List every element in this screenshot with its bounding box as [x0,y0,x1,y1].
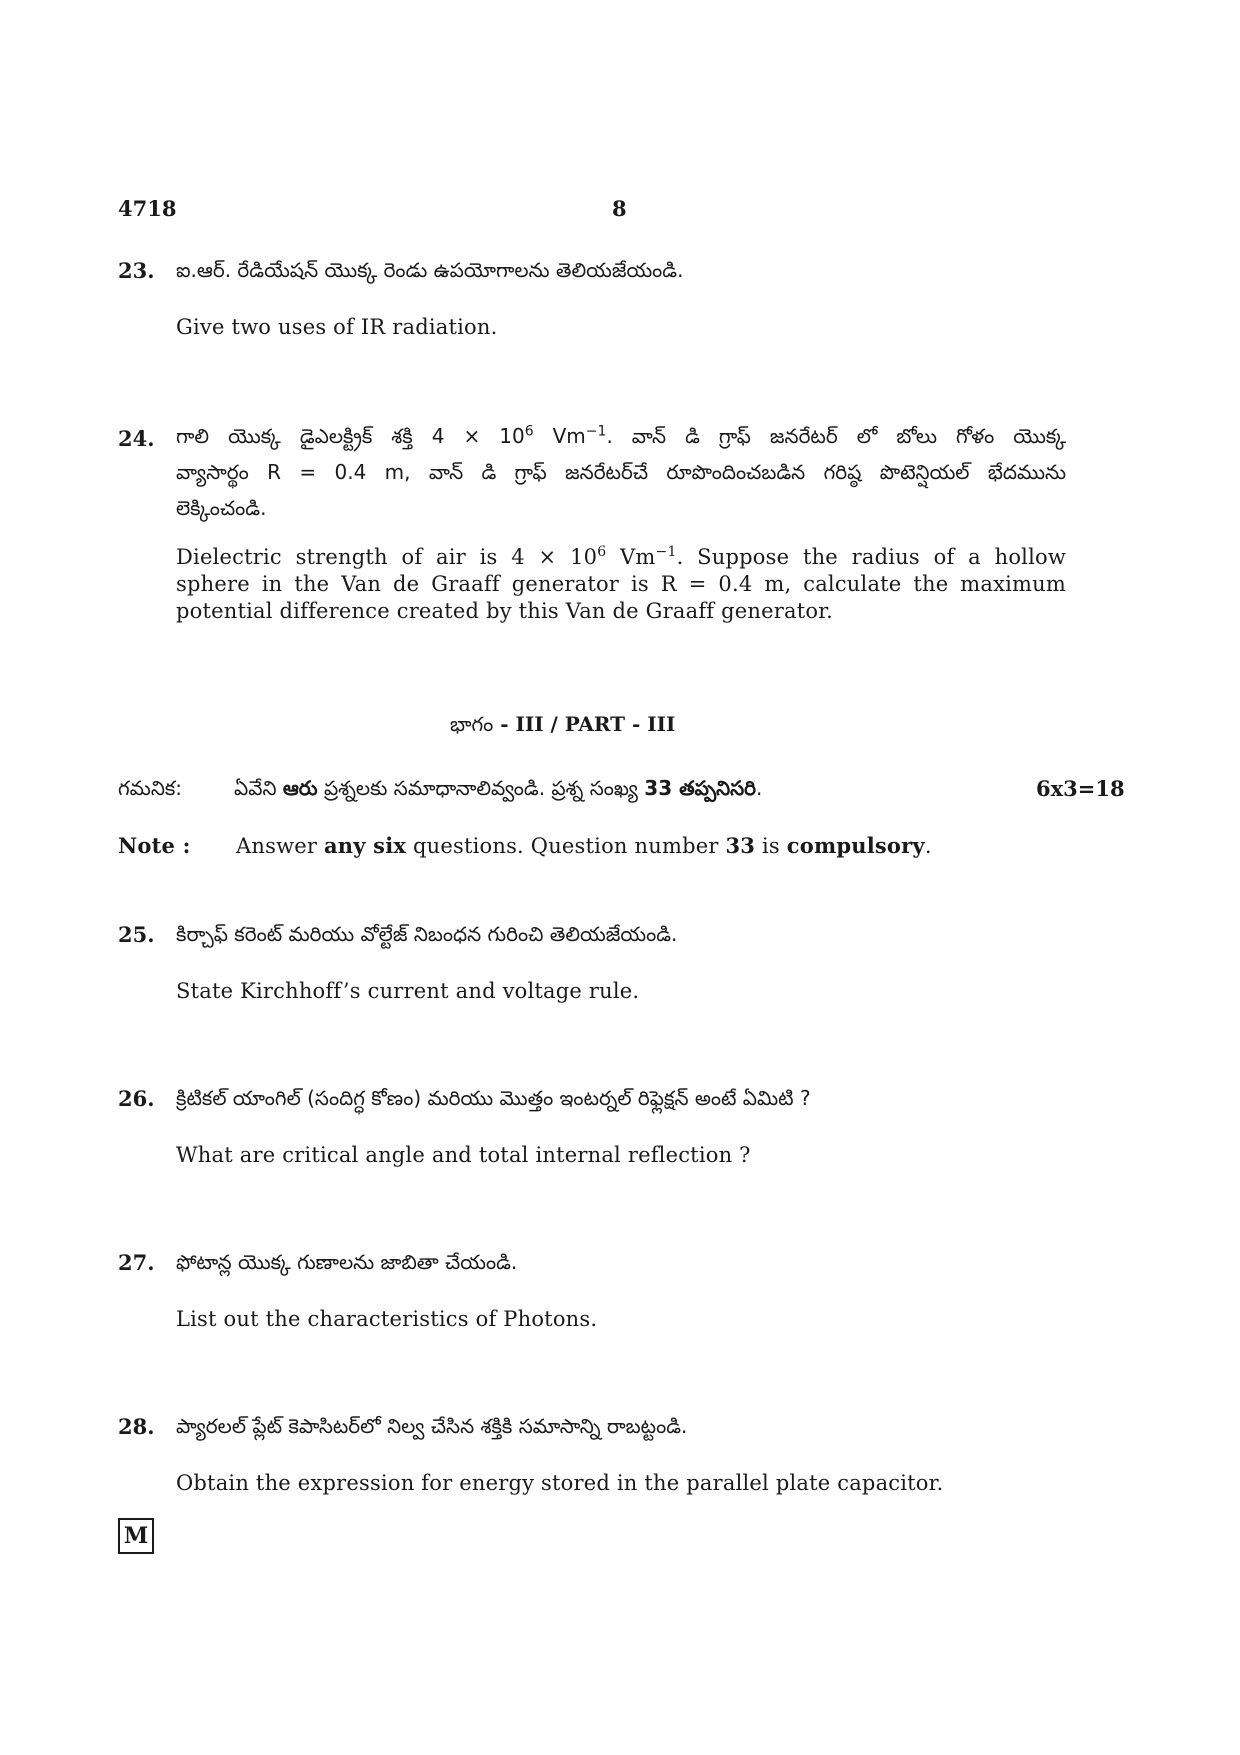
question-english: Obtain the expression for energy stored in the parallel plate capacitor. [176,1471,944,1495]
question-telugu: ఐ.ఆర్. రేడియేషన్ యొక్క రెండు ఉపయోగాలను తెలియజేయండి. [176,258,684,282]
english-line: potential difference created by this Van de Graaff generator. [176,599,834,623]
question-english [176,544,1066,625]
note-telugu: ఏవేని ఆరు ప్రశ్నలకు సమాధానాలివ్వండి. ప్రశ్న సంఖ్య 33 తప్పనిసరి. [234,776,763,800]
question-number: 25. [118,922,155,947]
question-telugu: ఫోటాన్ల యొక్క గుణాలను జాబితా చేయండి. [176,1250,518,1274]
telugu-line: వ్యాసార్థం R = 0.4 m, వాన్ డి గ్రాఫ్ జనరేటర్‌చే రూపొందించబడిన గరిష్ఠ పొటెన్షియల్ భేదమును [176,460,1066,484]
question-number: 26. [118,1086,155,1111]
question-telugu: క్రిటికల్ యాంగిల్ (సందిగ్ధ కోణం) మరియు మొత్తం ఇంటర్నల్ రిఫ్లెక్షన్ అంటే ఏమిటి ? [176,1086,811,1110]
part-title: భాగం - III / PART - III [450,712,676,736]
question-number: 23. [118,258,155,283]
english-line: sphere in the Van de Graaff generator is R = 0.4 m, calculate the maximum [176,572,1066,596]
telugu-line: గాలి యొక్క డైఎలక్ట్రిక్ శక్తి $4 \times 10^6$ $Vm^{-1}$. వాన్ డి గ్రాఫ్ జనరేటర్ లో బోలు గోళం యొక్క [176,423,1066,448]
question-english: What are critical angle and total internal reflection ? [176,1143,751,1167]
question-english: State Kirchhoff’s current and voltage rule. [176,979,640,1003]
question-telugu: ప్యారలల్ ప్లేట్ కెపాసిటర్‌లో నిల్వ చేసిన శక్తికి సమాసాన్ని రాబట్టండి. [176,1414,688,1438]
note-english: Answer any six questions. Question number 33 is compulsory. [236,833,932,858]
question-english: List out the characteristics of Photons. [176,1307,598,1331]
note-label-english: Note : [118,833,191,858]
question-number: 27. [118,1250,155,1275]
question-telugu [176,418,1066,526]
question-number: 28. [118,1414,155,1439]
footer-mark: M [118,1518,154,1554]
paper-code: 4718 [118,196,177,221]
question-number: 24. [118,426,155,451]
question-telugu: కిర్చాఫ్ కరెంట్ మరియు వోల్టేజ్ నిబంధన గురించి తెలియజేయండి. [176,922,678,946]
page-number: 8 [612,196,627,221]
note-label-telugu: గమనిక: [118,776,183,800]
marks: 6x3=18 [1036,776,1125,801]
english-line: Dielectric strength of air is $4 \times 10^6$ $Vm^{-1}$. Suppose the radius of a hollow [176,544,1067,569]
question-english: Give two uses of IR radiation. [176,315,498,339]
telugu-line: లెక్కించండి. [176,496,267,520]
